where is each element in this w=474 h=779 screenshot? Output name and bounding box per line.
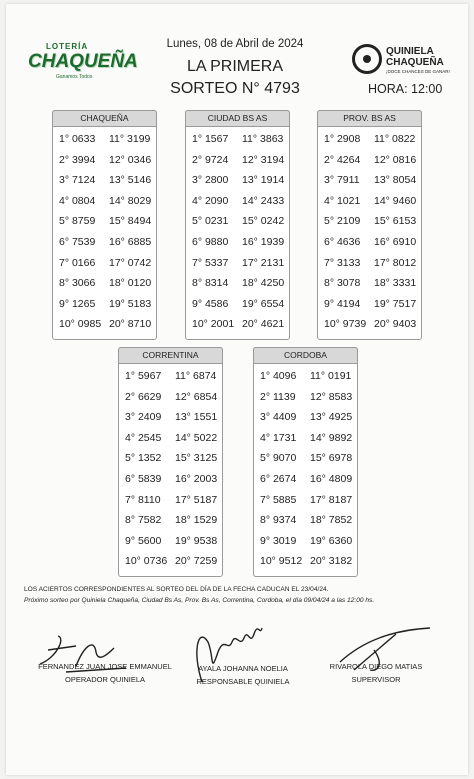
result-cell-left: 7° 5337 xyxy=(192,256,229,269)
result-cell-left: 5° 2109 xyxy=(324,215,361,228)
result-row xyxy=(260,370,353,390)
result-cell-right: 19° 9538 xyxy=(175,534,218,547)
result-cell-right: 17° 8187 xyxy=(310,493,353,506)
result-cell-left: 2° 4264 xyxy=(324,153,361,166)
result-row xyxy=(260,473,353,493)
panel-title: CORRENTINA xyxy=(118,347,223,364)
result-cell-right: 12° 0816 xyxy=(374,153,417,166)
result-cell-left: 8° 3078 xyxy=(324,277,361,290)
result-cell-left: 3° 2800 xyxy=(192,174,229,187)
result-cell-left: 1° 0633 xyxy=(59,133,96,145)
result-cell-left: 6° 9880 xyxy=(192,236,229,248)
result-cell-left: 3° 7911 xyxy=(324,174,360,187)
results-panel xyxy=(185,110,290,340)
result-cell-right: 19° 7517 xyxy=(374,297,417,310)
result-cell-right: 15° 3125 xyxy=(175,452,218,465)
result-cell-right: 13° 1914 xyxy=(242,174,285,187)
result-cell-left: 10° 0985 xyxy=(59,318,102,331)
result-row xyxy=(260,411,353,431)
result-cell-left: 2° 9724 xyxy=(192,153,229,166)
panel-title: CORDOBA xyxy=(253,347,358,364)
result-cell-right: 18° 1529 xyxy=(175,514,218,527)
result-row xyxy=(324,236,417,256)
result-row xyxy=(192,195,285,215)
result-row xyxy=(324,215,417,235)
result-cell-right: 17° 8012 xyxy=(374,256,417,269)
result-cell-right: 18° 0120 xyxy=(109,277,152,290)
result-cell-right: 15° 6153 xyxy=(374,215,417,228)
result-cell-right: 20° 3182 xyxy=(310,555,353,568)
result-cell-right: 16° 6885 xyxy=(109,236,152,248)
result-cell-right: 15° 8494 xyxy=(109,215,152,228)
manager-name: AYALA JOHANNA NOELIA xyxy=(198,664,288,673)
result-cell-right: 16° 6910 xyxy=(374,236,417,248)
result-cell-left: 5° 8759 xyxy=(59,215,96,228)
result-cell-left: 6° 5839 xyxy=(125,473,162,485)
result-row xyxy=(260,391,353,411)
result-cell-right: 11° 6874 xyxy=(175,370,217,382)
result-row xyxy=(324,133,417,153)
result-cell-right: 11° 3199 xyxy=(109,133,151,145)
result-cell-right: 13° 4925 xyxy=(310,411,353,424)
draw-number: SORTEO N° 4793 xyxy=(170,80,300,97)
signature-block-supervisor xyxy=(316,662,436,684)
result-cell-right: 13° 5146 xyxy=(109,174,152,187)
result-cell-right: 11° 0822 xyxy=(374,133,416,145)
result-row xyxy=(125,411,218,431)
result-cell-left: 9° 4194 xyxy=(324,297,361,310)
result-row xyxy=(324,195,417,215)
result-row xyxy=(324,174,417,194)
result-cell-left: 6° 2674 xyxy=(260,473,297,485)
result-row xyxy=(125,514,218,534)
result-cell-right: 16° 1939 xyxy=(242,236,285,248)
result-row xyxy=(192,133,285,153)
supervisor-name: RIVAROLA DIEGO MATIAS xyxy=(329,662,423,671)
result-cell-right: 14° 5022 xyxy=(175,431,218,444)
result-cell-right: 20° 7259 xyxy=(175,555,218,568)
result-row xyxy=(125,555,218,575)
result-cell-right: 12° 3194 xyxy=(242,153,285,166)
result-cell-right: 17° 5187 xyxy=(175,493,218,506)
loteria-chaquena-logo xyxy=(28,42,138,84)
operator-role: OPERADOR QUINIELA xyxy=(64,675,146,684)
result-row xyxy=(59,195,152,215)
result-cell-left: 1° 2908 xyxy=(324,133,361,145)
signature-block-manager xyxy=(178,664,308,686)
result-cell-left: 9° 1265 xyxy=(59,297,96,310)
logo-top-text: LOTERÍA xyxy=(46,42,89,51)
result-row xyxy=(59,236,152,256)
panel-title: CIUDAD BS AS xyxy=(185,110,290,127)
result-cell-left: 7° 3133 xyxy=(324,256,361,269)
result-cell-left: 4° 0804 xyxy=(59,194,96,207)
result-row xyxy=(59,257,152,277)
panel-title: PROV. BS AS xyxy=(317,110,422,127)
result-row xyxy=(192,298,285,318)
result-cell-right: 11° 3863 xyxy=(242,133,284,145)
result-cell-left: 7° 8110 xyxy=(125,493,161,506)
result-cell-left: 5° 9070 xyxy=(260,452,297,465)
draw-date: Lunes, 08 de Abril de 2024 xyxy=(166,38,304,50)
result-cell-right: 19° 6360 xyxy=(310,534,353,547)
result-row xyxy=(125,391,218,411)
result-cell-right: 20° 8710 xyxy=(109,318,152,331)
quiniela-logo-slogan: ¡DOCE CHANCES DE GANAR! xyxy=(386,69,450,74)
result-row xyxy=(59,298,152,318)
result-cell-right: 13° 1551 xyxy=(175,411,218,424)
result-cell-right: 11° 0191 xyxy=(310,370,352,382)
result-row xyxy=(125,370,218,390)
result-row xyxy=(192,154,285,174)
result-row xyxy=(125,473,218,493)
result-row xyxy=(260,555,353,575)
result-row xyxy=(192,277,285,297)
result-cell-left: 10° 9739 xyxy=(324,318,367,331)
quiniela-logo-line1: QUINIELA xyxy=(386,46,434,57)
result-row xyxy=(59,133,152,153)
result-row xyxy=(59,215,152,235)
expiry-notice: LOS ACIERTOS CORRESPONDIENTES AL SORTEO DEL DÍA DE LA FECHA CADUCAN EL 23/04/24. xyxy=(24,586,329,593)
result-cell-right: 14° 9892 xyxy=(310,431,353,444)
result-row xyxy=(260,514,353,534)
result-cell-left: 9° 5600 xyxy=(125,534,162,547)
result-cell-left: 2° 3994 xyxy=(59,153,96,166)
result-cell-left: 3° 4409 xyxy=(260,411,297,424)
draw-title: LA PRIMERA xyxy=(186,58,284,75)
result-row xyxy=(59,318,152,338)
result-cell-right: 14° 2433 xyxy=(242,194,285,207)
result-cell-left: 8° 7582 xyxy=(125,514,162,527)
result-cell-right: 12° 6854 xyxy=(175,390,218,403)
result-cell-right: 14° 8029 xyxy=(109,194,152,207)
result-cell-left: 1° 5967 xyxy=(125,370,162,382)
logo-slogan: Ganamos Todos xyxy=(56,74,93,80)
result-cell-right: 20° 4621 xyxy=(242,318,285,331)
result-cell-left: 8° 9374 xyxy=(260,514,297,527)
result-cell-left: 9° 4586 xyxy=(192,297,229,310)
logo-main-text: CHAQUEÑA xyxy=(28,51,138,72)
result-cell-right: 13° 8054 xyxy=(374,174,417,187)
manager-role: RESPONSABLE QUINIELA xyxy=(196,677,290,686)
result-row xyxy=(59,174,152,194)
result-row xyxy=(324,257,417,277)
result-row xyxy=(59,154,152,174)
result-cell-right: 18° 4250 xyxy=(242,277,285,290)
result-row xyxy=(125,452,218,472)
result-cell-left: 7° 5885 xyxy=(260,493,297,506)
result-cell-right: 19° 5183 xyxy=(109,297,152,310)
supervisor-role: SUPERVISOR xyxy=(351,675,401,684)
result-cell-left: 5° 1352 xyxy=(125,452,162,465)
result-cell-left: 1° 4096 xyxy=(260,370,297,382)
result-row xyxy=(192,174,285,194)
result-row xyxy=(192,318,285,338)
result-cell-left: 10° 2001 xyxy=(192,318,235,331)
results-panel xyxy=(52,110,157,340)
result-cell-right: 15° 6978 xyxy=(310,452,353,465)
operator-name: FERNANDEZ JUAN JOSE EMMANUEL xyxy=(38,662,172,671)
result-row xyxy=(260,535,353,555)
result-cell-right: 12° 0346 xyxy=(109,153,152,166)
result-cell-left: 1° 1567 xyxy=(192,133,229,145)
result-cell-left: 6° 4636 xyxy=(324,236,361,248)
result-row xyxy=(125,432,218,452)
result-cell-right: 15° 0242 xyxy=(242,215,285,228)
result-row xyxy=(324,318,417,338)
result-cell-left: 4° 1731 xyxy=(260,431,297,444)
quiniela-logo-line2: CHAQUEÑA xyxy=(386,57,444,68)
result-row xyxy=(260,452,353,472)
result-row xyxy=(125,535,218,555)
result-cell-right: 19° 6554 xyxy=(242,297,285,310)
results-panel xyxy=(253,347,358,577)
result-cell-left: 10° 0736 xyxy=(125,555,168,568)
result-row xyxy=(59,277,152,297)
next-draw-notice: Próximo sorteo por Quiniela Chaqueña, Ciudad Bs As, Prov. Bs As, Correntina, Cordoba, el día 09/04/24 a las 12:00 hs. xyxy=(24,597,375,604)
result-row xyxy=(324,298,417,318)
result-row xyxy=(192,215,285,235)
result-cell-right: 20° 9403 xyxy=(374,318,417,331)
result-row xyxy=(324,277,417,297)
quiniela-chaquena-logo xyxy=(352,44,452,80)
result-cell-left: 9° 3019 xyxy=(260,534,297,547)
result-cell-right: 17° 2131 xyxy=(242,256,285,269)
panel-title: CHAQUEÑA xyxy=(52,110,157,127)
results-panel xyxy=(118,347,223,577)
quiniela-logo-icon xyxy=(352,44,382,74)
result-cell-right: 17° 0742 xyxy=(109,256,152,269)
result-cell-left: 10° 9512 xyxy=(260,555,303,568)
result-cell-left: 6° 7539 xyxy=(59,236,96,248)
result-cell-left: 8° 8314 xyxy=(192,277,229,290)
result-row xyxy=(125,494,218,514)
result-cell-left: 3° 7124 xyxy=(59,174,96,187)
result-cell-right: 18° 7852 xyxy=(310,514,353,527)
result-cell-right: 18° 3331 xyxy=(374,277,417,290)
result-cell-left: 4° 2090 xyxy=(192,194,229,207)
result-cell-left: 4° 2545 xyxy=(125,431,162,444)
draw-time: HORA: 12:00 xyxy=(368,82,443,96)
result-cell-left: 2° 6629 xyxy=(125,390,162,403)
signature-block-operator xyxy=(30,662,180,684)
result-cell-left: 5° 0231 xyxy=(192,215,229,228)
result-cell-left: 2° 1139 xyxy=(260,390,296,403)
result-row xyxy=(260,494,353,514)
result-cell-left: 7° 0166 xyxy=(59,256,96,269)
result-cell-right: 16° 4809 xyxy=(310,473,353,485)
result-cell-left: 4° 1021 xyxy=(324,194,361,207)
result-cell-right: 16° 2003 xyxy=(175,473,218,485)
result-cell-right: 14° 9460 xyxy=(374,194,417,207)
result-row xyxy=(192,236,285,256)
result-row xyxy=(324,154,417,174)
result-cell-left: 3° 2409 xyxy=(125,411,162,424)
result-row xyxy=(192,257,285,277)
result-cell-right: 12° 8583 xyxy=(310,390,353,403)
result-row xyxy=(260,432,353,452)
result-cell-left: 8° 3066 xyxy=(59,277,96,290)
results-panel xyxy=(317,110,422,340)
